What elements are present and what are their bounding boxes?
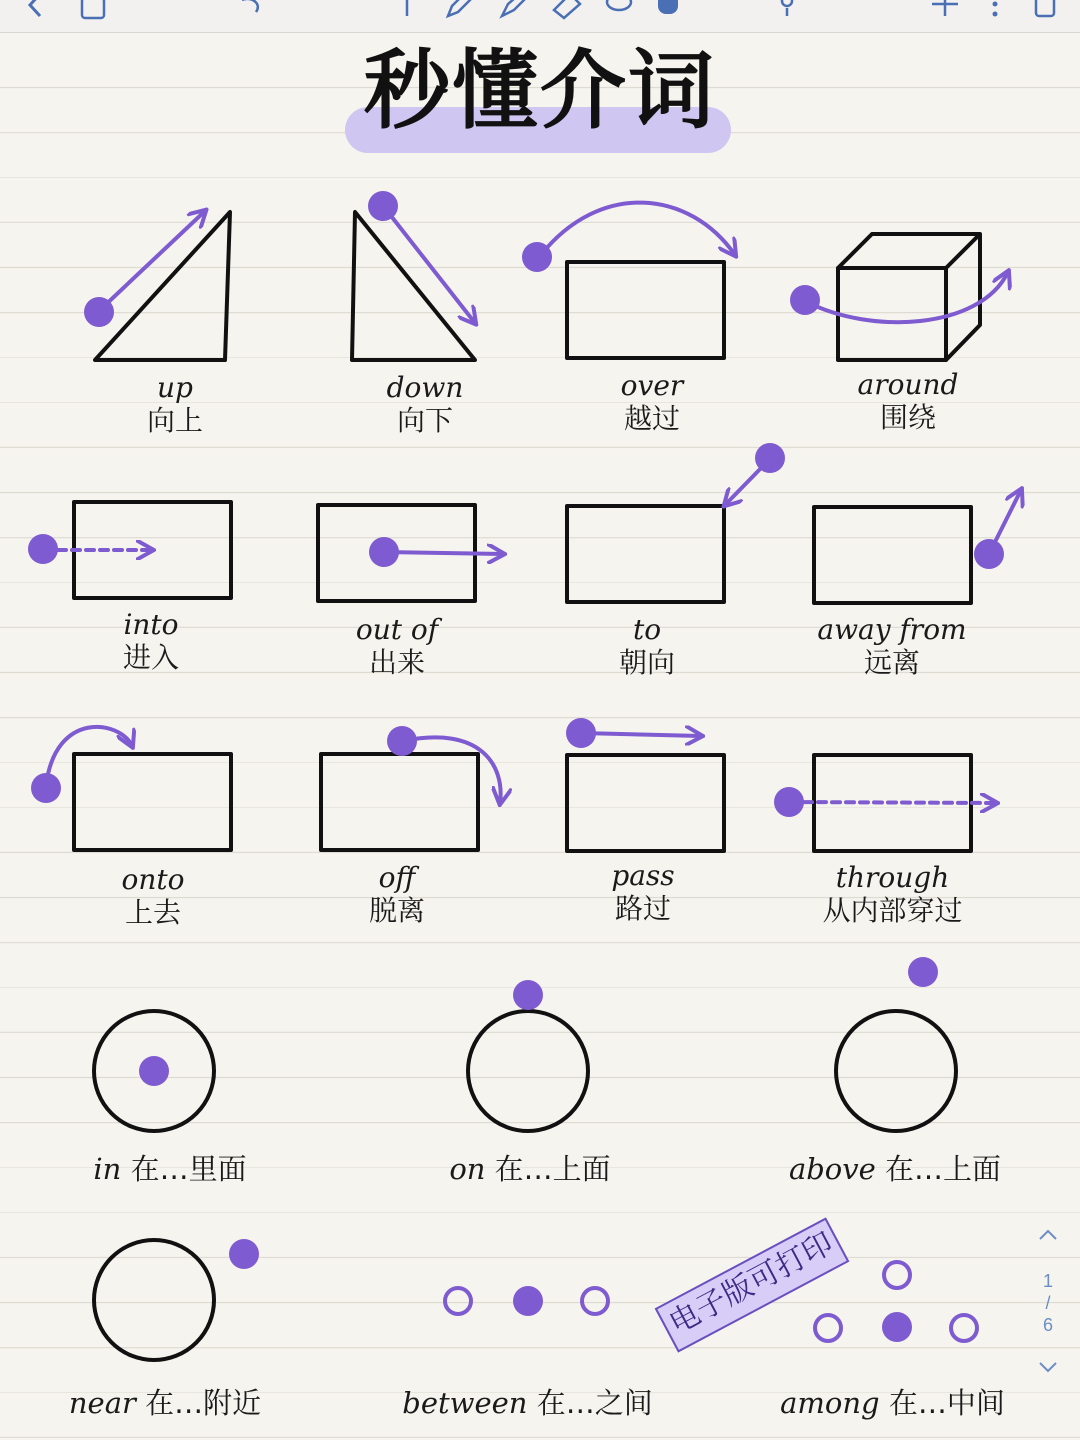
- label-in: [60, 1152, 280, 1186]
- near-circle: [94, 1240, 214, 1360]
- label-en: in: [93, 1152, 122, 1186]
- label-near: [45, 1386, 285, 1420]
- label-down: [350, 372, 500, 438]
- among-dot-right: [951, 1315, 977, 1341]
- between-dot-right: [582, 1288, 608, 1314]
- among-dot-left: [815, 1315, 841, 1341]
- label-zh: 出来: [368, 646, 425, 679]
- label-en: on: [449, 1152, 486, 1186]
- out-of-arrow: [384, 552, 503, 554]
- over-dot: [522, 242, 552, 272]
- into-box: [74, 502, 231, 598]
- page-scroller: [1030, 1225, 1066, 1385]
- label-zh: 围绕: [879, 401, 936, 434]
- label-zh: 从内部穿过: [822, 894, 963, 927]
- page-current: 1: [1042, 1271, 1053, 1291]
- on-circle: [468, 1011, 588, 1131]
- label-zh: 越过: [623, 402, 680, 435]
- label-en: into: [123, 608, 179, 641]
- in-dot: [139, 1056, 169, 1086]
- over-box: [567, 262, 724, 358]
- above-circle: [836, 1011, 956, 1131]
- onto-dot: [31, 773, 61, 803]
- label-out-of: [322, 614, 472, 680]
- off-arrow: [403, 737, 501, 803]
- around-arrow: [805, 272, 1008, 322]
- away-from-dot: [974, 539, 1004, 569]
- label-en: off: [378, 861, 416, 894]
- near-dot: [229, 1239, 259, 1269]
- between-dot-left: [445, 1288, 471, 1314]
- label-around: [833, 369, 983, 435]
- page-total: 6: [1042, 1315, 1053, 1335]
- label-en: above: [788, 1152, 876, 1186]
- label-among: [765, 1386, 1020, 1420]
- label-en: near: [68, 1386, 136, 1420]
- onto-arrow: [46, 727, 132, 786]
- label-en: around: [857, 368, 959, 401]
- above-dot: [908, 957, 938, 987]
- among-dot-top: [884, 1262, 910, 1288]
- through-dot: [774, 787, 804, 817]
- label-en: out of: [355, 613, 439, 646]
- label-en: over: [620, 369, 684, 402]
- page-title: 秒懂介词: [364, 41, 716, 141]
- label-onto: [78, 864, 228, 930]
- label-en: down: [386, 371, 464, 404]
- on-dot: [513, 980, 543, 1010]
- down-dot: [368, 191, 398, 221]
- label-en: among: [780, 1386, 880, 1420]
- label-zh: 上去: [124, 896, 181, 929]
- pass-arrow: [581, 733, 701, 736]
- label-zh: 远离: [863, 646, 920, 679]
- label-zh: 向上: [146, 404, 203, 437]
- label-through: [800, 862, 985, 928]
- chevron-up-icon[interactable]: [1036, 1225, 1060, 1245]
- label-off: [322, 862, 472, 928]
- label-zh: 向下: [396, 404, 453, 437]
- label-zh: 路过: [614, 892, 671, 925]
- label-away-from: [802, 614, 982, 680]
- to-box: [567, 506, 724, 602]
- page-separator: /: [1045, 1293, 1051, 1313]
- off-box: [321, 754, 478, 850]
- around-cube: [838, 234, 980, 360]
- label-zh: 在…里面: [130, 1152, 247, 1186]
- label-zh: 在…之间: [536, 1386, 653, 1420]
- around-dot: [790, 285, 820, 315]
- label-zh: 在…上面: [885, 1152, 1002, 1186]
- label-zh: 进入: [122, 641, 179, 674]
- over-arrow: [540, 203, 735, 256]
- label-en: between: [402, 1386, 528, 1420]
- label-pass: [568, 860, 718, 926]
- off-dot: [387, 726, 417, 756]
- label-into: [76, 609, 226, 675]
- label-en: away from: [817, 613, 967, 646]
- label-en: to: [632, 613, 662, 646]
- label-zh: 在…中间: [888, 1386, 1005, 1420]
- label-en: through: [835, 861, 950, 894]
- to-dot: [755, 443, 785, 473]
- among-dot-filled: [882, 1312, 912, 1342]
- through-arrow: [790, 802, 996, 803]
- label-zh: 脱离: [368, 894, 425, 927]
- into-dot: [28, 534, 58, 564]
- label-between: [390, 1386, 665, 1420]
- down-triangle: [352, 212, 475, 360]
- label-zh: 朝向: [618, 646, 675, 679]
- label-over: [577, 370, 727, 436]
- label-zh: 在…上面: [494, 1152, 611, 1186]
- label-zh: 在…附近: [145, 1386, 262, 1420]
- label-en: onto: [121, 863, 185, 896]
- onto-box: [74, 754, 231, 850]
- up-triangle: [95, 212, 230, 360]
- up-dot: [84, 297, 114, 327]
- label-en: pass: [611, 859, 675, 892]
- label-to: [572, 614, 722, 680]
- label-up: [100, 372, 250, 438]
- label-on: [420, 1152, 640, 1186]
- between-dot-filled: [513, 1286, 543, 1316]
- label-en: up: [157, 371, 193, 404]
- printable-stamp: 电子版可打印: [655, 1217, 850, 1352]
- pass-box: [567, 755, 724, 851]
- label-above: [770, 1152, 1020, 1186]
- to-arrow: [725, 463, 766, 505]
- pass-dot: [566, 718, 596, 748]
- away-from-box: [814, 507, 971, 603]
- out-of-dot: [369, 537, 399, 567]
- chevron-down-icon[interactable]: [1036, 1357, 1060, 1377]
